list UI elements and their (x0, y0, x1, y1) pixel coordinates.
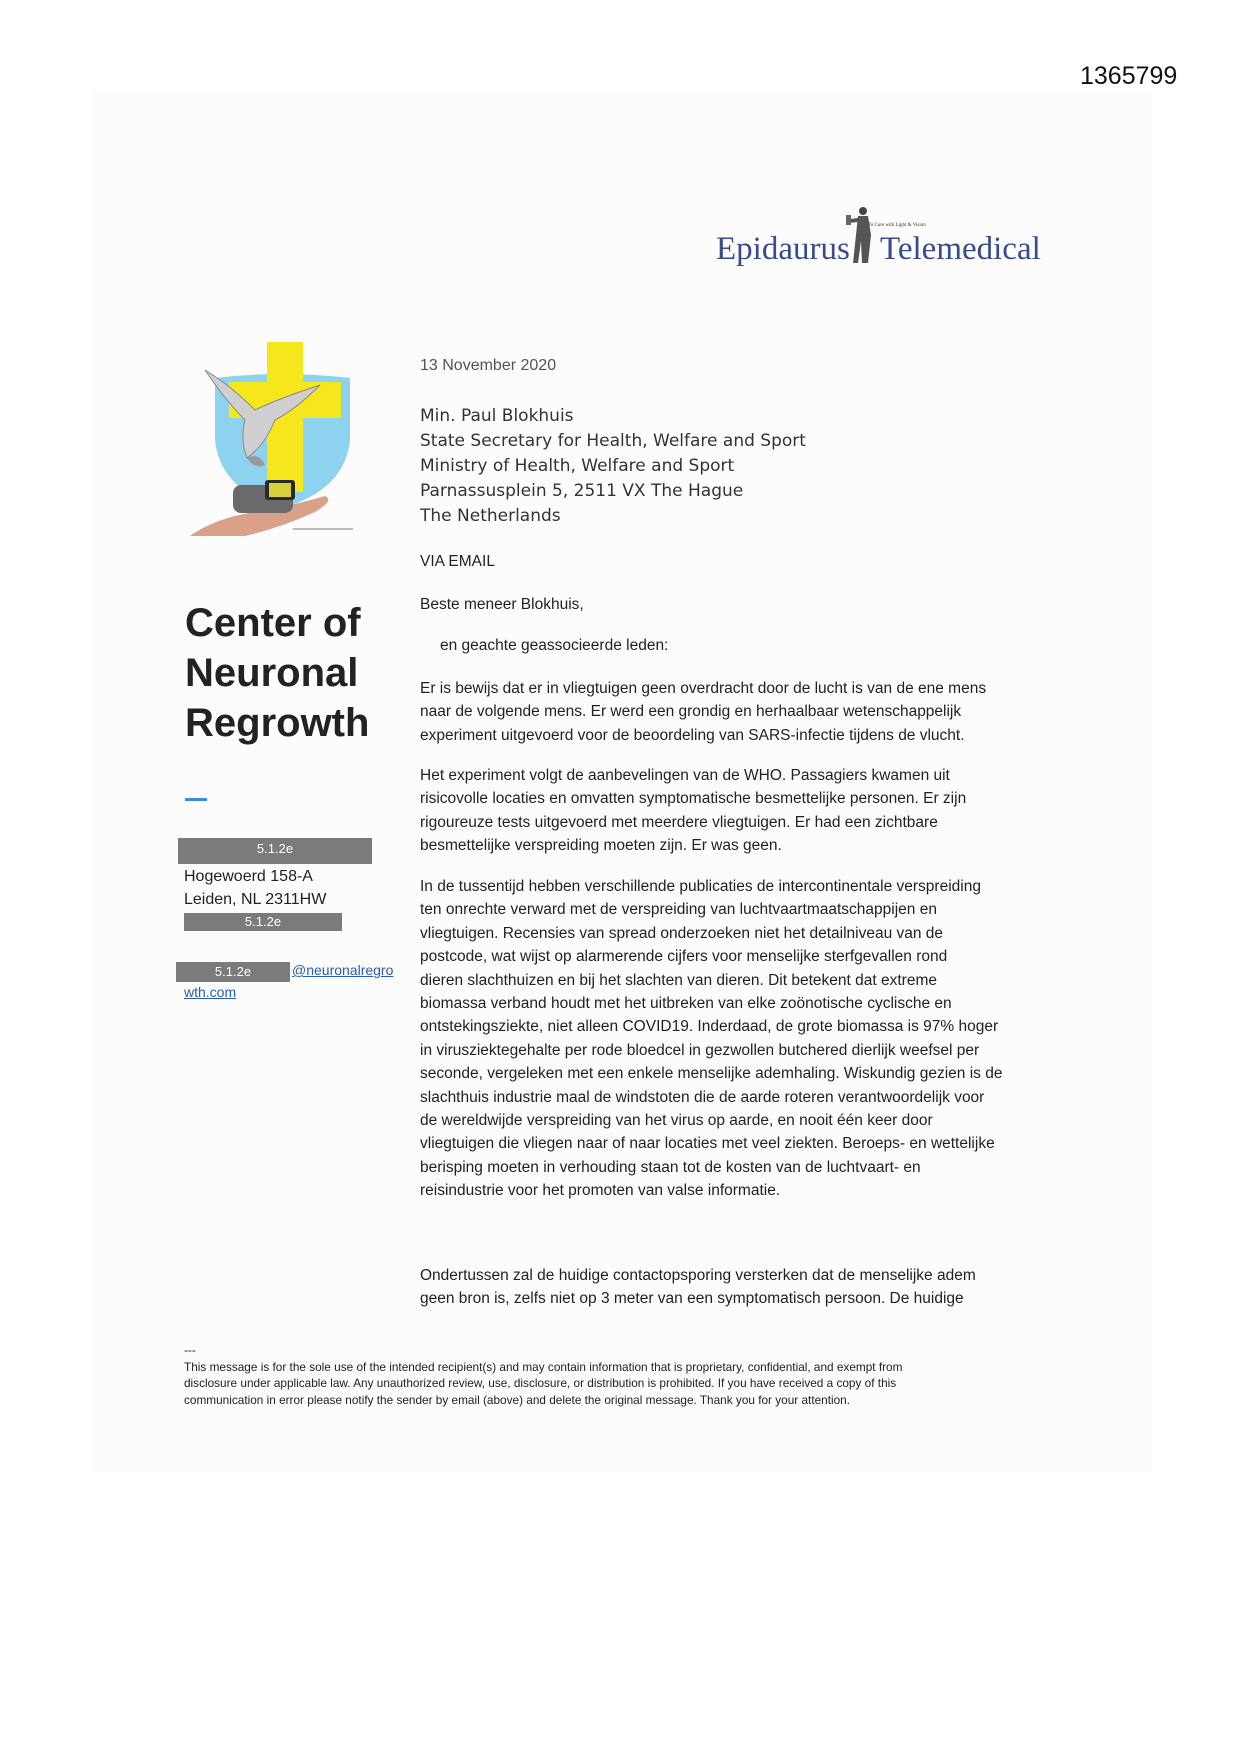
address-line: Leiden, NL 2311HW (184, 891, 327, 908)
recipient-line: Ministry of Health, Welfare and Sport (420, 456, 735, 476)
footer-separator: --- (184, 1343, 196, 1357)
organization-name-line: Center of (185, 601, 361, 645)
body-paragraph (420, 1264, 976, 1311)
organization-name-line: Neuronal (185, 651, 359, 695)
epidaurus-telemedical-logo (716, 205, 1046, 275)
paragraph-line: geen bron is, zelfs niet op 3 meter van een symptomatisch persoon. De huidige (420, 1290, 964, 1308)
redaction-box: 5.1.2e (184, 913, 342, 931)
organization-name (185, 598, 415, 748)
footer-line: communication in error please notify the sender by email (above) and delete the original message. Thank you for your attention. (184, 1392, 851, 1407)
logo-word-left: Epidaurus (716, 231, 850, 267)
paragraph-line: berisping moeten in verhouding staan tot de kosten van de luchtvaart- en (420, 1158, 921, 1176)
paragraph-line: rigoureuze tests uitgevoerd met meerdere vliegtuigen. Er had een zichtbare (420, 813, 938, 831)
recipient-block (420, 404, 806, 529)
paragraph-line: dieren slachthuizen en bij het slachten van dieren. Dit betekent dat extreme (420, 971, 937, 989)
logo-word-right: Telemedical (880, 231, 1041, 267)
footer-line: disclosure under applicable law. Any unauthorized review, use, disclosure, or distribution is prohibited. If you have received a copy of this (184, 1376, 897, 1390)
recipient-line: Parnassusplein 5, 2511 VX The Hague (420, 481, 744, 501)
paragraph-line: Het experiment volgt de aanbevelingen van de WHO. Passagiers kwamen uit (420, 767, 950, 784)
paragraph-line: vliegtuigen. Recensies van spread onderzoeken niet het detailniveau van de (420, 924, 944, 942)
recipient-line: Min. Paul Blokhuis (420, 406, 574, 426)
email-link[interactable]: @neuronalregro (292, 962, 394, 978)
address-line: Hogewoerd 158-A (184, 868, 313, 885)
neuronal-regrowth-logo (185, 340, 380, 540)
physician-figure-icon (844, 205, 878, 265)
document-number: 1365799 (1080, 62, 1178, 90)
paragraph-line: postcode, wat wijst op alarmerende cijfers voor menselijke sterfgevallen rond (420, 948, 948, 966)
body-paragraph (420, 764, 966, 858)
paragraph-line: Er is bewijs dat er in vliegtuigen geen overdracht door de lucht is van de ene mens (420, 680, 987, 697)
paragraph-line: In de tussentijd hebben verschillende publicaties de intercontinentale verspreiding (420, 878, 981, 895)
paragraph-line: naar de volgende mens. Er werd een grondig en herhaalbaar wetenschappelijk (420, 703, 962, 721)
paragraph-line: experiment uitgevoerd voor de beoordeling van SARS-infectie tijdens de vlucht. (420, 726, 965, 744)
email-link[interactable]: wth.com (184, 984, 237, 1000)
footer-line: This message is for the sole use of the intended recipient(s) and may contain information that is proprietary, confidential, and exempt from (184, 1359, 903, 1374)
paragraph-line: ontstekingsziekte, niet alleen COVID19. Inderdaad, de grote biomassa is 97% hoger (420, 1018, 999, 1036)
paragraph-line: vliegtuigen die vliegen naar of naar locaties met veel ziekten. Beroeps- en wettelijke (420, 1135, 995, 1153)
confidentiality-footer (184, 1342, 902, 1408)
body-paragraph (420, 875, 1002, 1203)
paragraph-line: seconde, vergeleken met een enkele menselijke ademhaling. Wiskundig gezien is de (420, 1065, 1003, 1083)
paragraph-line: reisindustrie voor het promoten van valse informatie. (420, 1182, 781, 1200)
organization-name-line: Regrowth (185, 701, 370, 745)
redaction-box: 5.1.2e (178, 838, 372, 864)
paragraph-line: biomassa verband houdt met het uitbreken van elke zoönotische cyclische en (420, 995, 952, 1013)
redaction-box: 5.1.2e (176, 962, 290, 982)
paragraph-line: de wereldwijde verspreiding van het virus op aarde, en nooit één keer door (420, 1112, 933, 1130)
logo-tagline: To Cure with Light & Vision (868, 223, 926, 228)
salutation-continued: en geachte geassocieerde leden: (440, 637, 669, 654)
paragraph-line: ten onrechte verward met de verspreiding van luchtvaartmaatschappijen en (420, 901, 937, 919)
paragraph-line: slachthuis industrie maal de windstoten die de aarde roteren verantwoordelijk voor (420, 1088, 985, 1106)
paragraph-line: besmettelijke verspreiding moeten zijn. Er was geen. (420, 837, 782, 855)
recipient-line: State Secretary for Health, Welfare and Sport (420, 431, 806, 451)
paragraph-line: risicovolle locaties en omvatten symptomatische besmettelijke personen. Er zijn (420, 790, 967, 808)
salutation: Beste meneer Blokhuis, (420, 596, 584, 613)
letter-date: 13 November 2020 (420, 357, 557, 374)
paragraph-line: in virusziektegehalte per rode bloedcel in gezwollen butchered dierlijk weefsel per (420, 1041, 980, 1059)
body-paragraph (420, 677, 986, 747)
paragraph-line: Ondertussen zal de huidige contactopsporing versterken dat de menselijke adem (420, 1267, 976, 1284)
recipient-line: The Netherlands (420, 506, 561, 526)
delivery-method: VIA EMAIL (420, 553, 495, 570)
accent-dash (185, 798, 207, 801)
